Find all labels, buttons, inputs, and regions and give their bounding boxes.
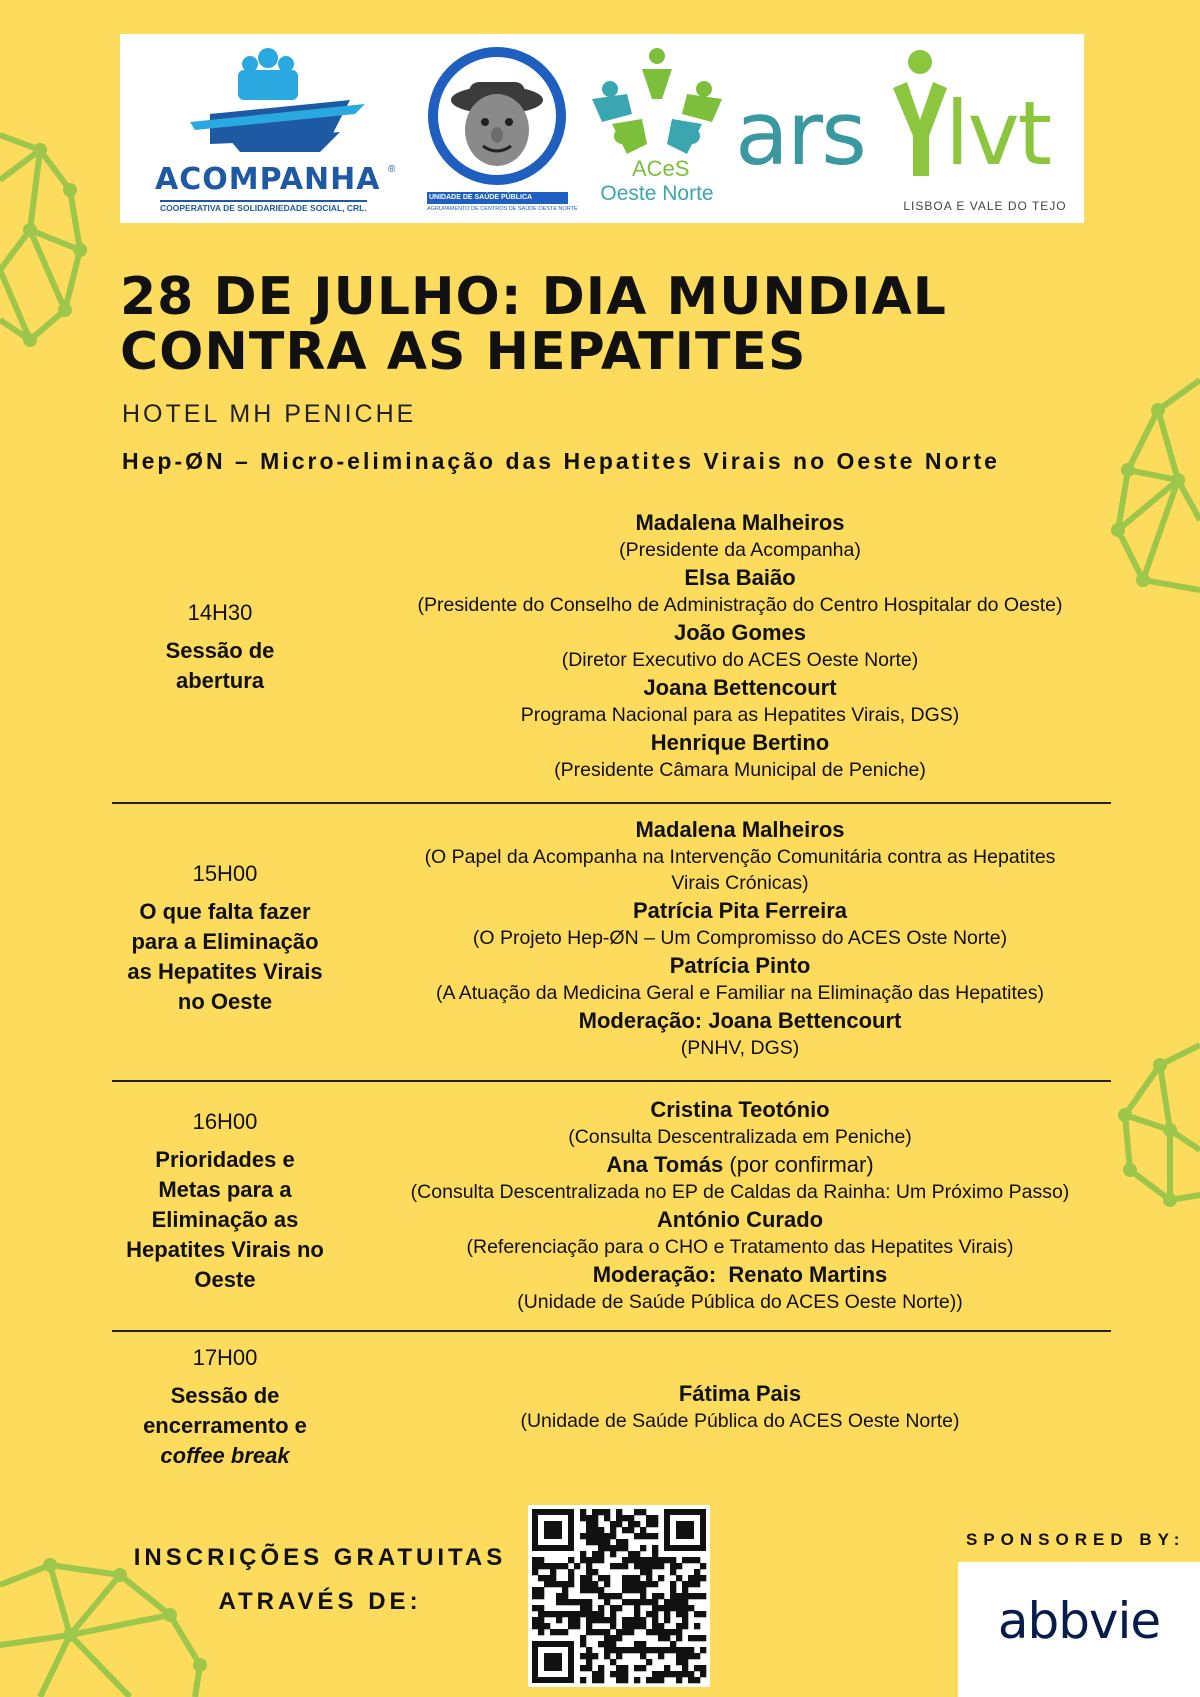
session-title-italic: coffee break <box>160 1443 290 1468</box>
session-title-line: encerramento e <box>143 1413 307 1438</box>
session-time: 14H30 <box>187 600 253 625</box>
registration-qr-code[interactable] <box>528 1505 710 1687</box>
acompanha-subtitle: COOPERATIVA DE SOLIDARIEDADE SOCIAL, CRL. <box>160 200 367 213</box>
event-title-line-1: 28 DE JULHO: DIA MUNDIAL <box>120 267 947 327</box>
speaker-list <box>370 1095 1110 1315</box>
speaker-role: (O Projeto Hep-ØN – Um Compromisso do ACES Oste Norte) <box>472 927 1008 949</box>
speaker-name: Fátima Pais <box>678 1381 802 1406</box>
usp-label-bar <box>427 192 568 204</box>
network-decoration-right-lower <box>1110 1040 1200 1210</box>
section-divider <box>112 1080 1111 1082</box>
session-title <box>110 1381 340 1471</box>
registration-line-1: INSCRIÇÕES GRATUITAS <box>133 1544 507 1571</box>
speaker-role: (Presidente do Conselho de Administração do Centro Hospitalar do Oeste) <box>417 594 1063 616</box>
speaker-name: Patrícia Pinto <box>669 953 811 978</box>
speaker-name: Ana Tomás <box>606 1152 724 1177</box>
speaker-role: (Consulta Descentralizada em Peniche) <box>568 1126 912 1148</box>
speaker-name-note: (por confirmar) <box>729 1152 874 1177</box>
acompanha-logo <box>150 44 400 214</box>
speaker-role: (Presidente Câmara Municipal de Peniche) <box>554 759 926 781</box>
venue: HOTEL MH PENICHE <box>122 400 417 428</box>
usp-subtitle: AGRUPAMENTO DE CENTROS DE SAÚDE OESTE NORTE <box>427 206 578 212</box>
abbvie-logo <box>958 1562 1200 1697</box>
abbvie-wordmark: abbvie <box>997 1592 1161 1650</box>
session-title-line: Metas para a <box>158 1177 292 1202</box>
speaker-list <box>370 508 1110 783</box>
partner-logos-bar <box>120 34 1084 223</box>
usp-ze-povinho-logo <box>425 42 578 217</box>
usp-label: UNIDADE DE SAÚDE PÚBLICA <box>429 194 533 201</box>
section-divider <box>112 1330 1111 1332</box>
speaker-role: (Presidente da Acompanha) <box>619 539 861 561</box>
session-title <box>110 897 340 1017</box>
speaker-list <box>370 1379 1110 1434</box>
ars-subtitle: LISBOA E VALE DO TEJO <box>903 199 1067 213</box>
moderator-name: Moderação: Renato Martins <box>592 1262 888 1287</box>
ars-prefix: ars <box>735 82 865 185</box>
speaker-name: Henrique Bertino <box>650 730 830 755</box>
session-title <box>105 1145 345 1295</box>
speaker-name: Joana Bettencourt <box>643 675 837 700</box>
aces-label: ACeS <box>632 156 690 181</box>
speaker-name: Patrícia Pita Ferreira <box>632 898 847 923</box>
qr-code-icon <box>528 1505 710 1687</box>
network-decoration-top-left <box>0 120 90 350</box>
session-title-line: as Hepatites Virais <box>127 959 323 984</box>
session-title-line: Oeste <box>194 1267 256 1292</box>
speaker-list <box>370 815 1110 1061</box>
section-divider <box>112 802 1111 804</box>
speaker-name: António Curado <box>656 1207 824 1232</box>
session-time: 16H00 <box>192 1109 258 1134</box>
sponsored-by-label: SPONSORED BY: <box>966 1530 1186 1549</box>
session-info <box>110 1345 340 1471</box>
project-name: Hep-ØN – Micro-eliminação das Hepatites Virais no Oeste Norte <box>122 448 1000 474</box>
registration-line-2: ATRAVÉS DE: <box>218 1588 422 1615</box>
speaker-name: Cristina Teotónio <box>650 1097 830 1122</box>
session-info <box>105 1109 345 1295</box>
speaker-name-row <box>370 1150 1110 1179</box>
lvt-suffix: lvt <box>945 82 1051 185</box>
session-title-line: Sessão de <box>165 638 275 663</box>
network-decoration-right-upper <box>1108 370 1200 600</box>
session-title-line: abertura <box>175 668 265 693</box>
moderator-name: Moderação: Joana Bettencourt <box>578 1008 902 1033</box>
session-time: 17H00 <box>192 1345 258 1370</box>
speaker-name: João Gomes <box>673 620 807 645</box>
session-time: 15H00 <box>192 861 258 886</box>
session-title-line: para a Eliminação <box>131 929 319 954</box>
speaker-name: Elsa Baião <box>684 565 796 590</box>
session-title <box>120 636 320 696</box>
acompanha-ship-icon <box>150 44 400 154</box>
session-title-line: Sessão de <box>170 1383 280 1408</box>
session-title-line: Eliminação as <box>151 1207 299 1232</box>
speaker-role: (A Atuação da Medicina Geral e Familiar na Eliminação das Hepatites) <box>435 982 1045 1004</box>
session-info <box>110 861 340 1017</box>
event-title-line-2: CONTRA AS HEPATITES <box>120 322 807 382</box>
aces-people-icon <box>582 44 732 164</box>
moderator-role: (Unidade de Saúde Pública do ACES Oeste Norte)) <box>517 1291 963 1313</box>
aces-name: Oeste Norte <box>600 182 714 205</box>
acompanha-registered-mark: ® <box>388 164 396 175</box>
speaker-role: (Unidade de Saúde Pública do ACES Oeste Norte) <box>520 1410 960 1432</box>
speaker-role: Programa Nacional para as Hepatites Virais, DGS) <box>520 704 960 726</box>
event-title <box>120 267 1080 382</box>
acompanha-name: ACOMPANHA <box>155 162 381 197</box>
ars-lvt-logo <box>735 44 1075 214</box>
session-title-line: Hepatites Virais no <box>126 1237 324 1262</box>
session-title-line: Prioridades e <box>155 1147 295 1172</box>
session-title-line: O que falta fazer <box>139 899 311 924</box>
session-title-line: no Oeste <box>177 989 273 1014</box>
registration-label <box>120 1536 520 1624</box>
speaker-role: Virais Crónicas) <box>671 872 809 894</box>
speaker-name: Madalena Malheiros <box>635 510 845 535</box>
speaker-role: (Referenciação para o CHO e Tratamento das Hepatites Virais) <box>466 1236 1014 1258</box>
session-info <box>120 600 320 696</box>
speaker-name: Madalena Malheiros <box>635 817 845 842</box>
aces-oeste-norte-logo <box>582 44 732 219</box>
ze-povinho-face-icon <box>425 42 570 190</box>
moderator-role: (PNHV, DGS) <box>680 1037 800 1059</box>
speaker-role: (Diretor Executivo do ACES Oeste Norte) <box>561 649 919 671</box>
speaker-role: (Consulta Descentralizada no EP de Caldas da Rainha: Um Próximo Passo) <box>410 1181 1070 1203</box>
speaker-role: (O Papel da Acompanha na Intervenção Comunitária contra as Hepatites <box>424 846 1056 868</box>
